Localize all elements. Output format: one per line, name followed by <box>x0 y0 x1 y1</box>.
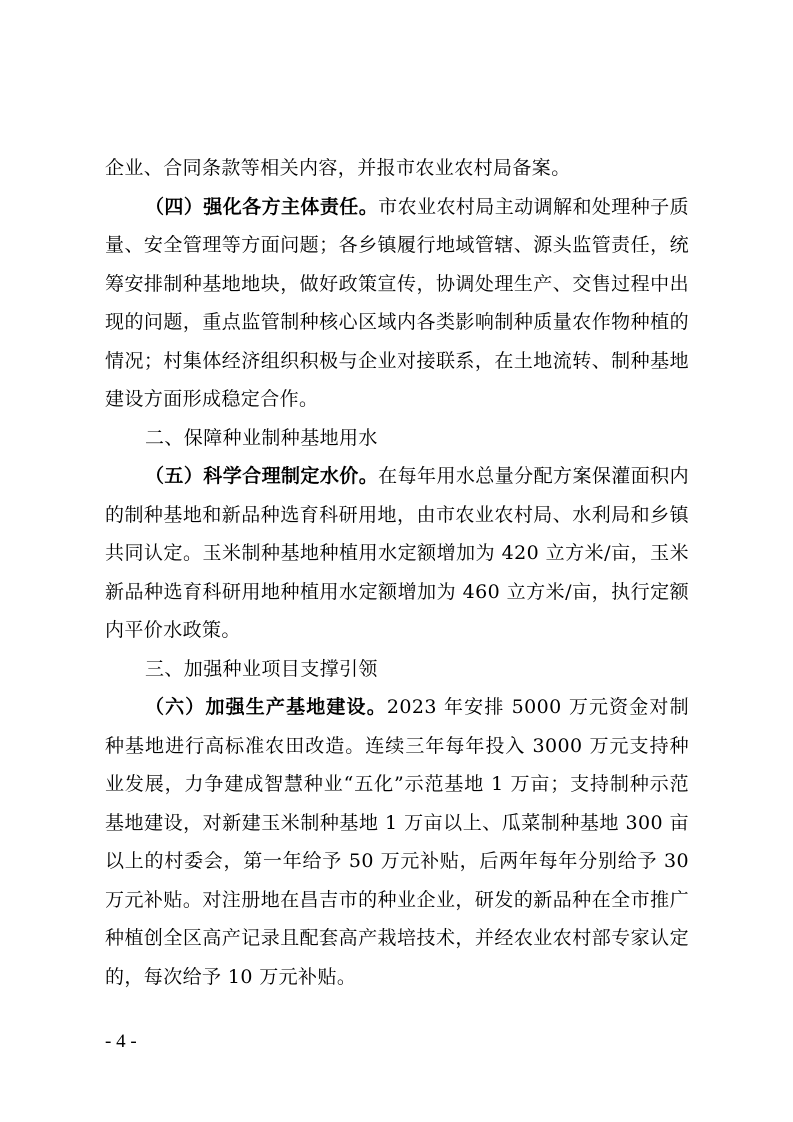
paragraph-text: 2023 年安排 5000 万元资金对制种基地进行高标准农田改造。连续三年每年投入 3000 万元支持种业发展，力争建成智慧种业“五化”示范基地 1 万亩；支持制种示范基地建设，对新建玉米制种基地 1 万亩以上、瓜菜制种基地 300 亩以上的村委会，第一年给予 50 万元补贴，后两年每年分别给予 30 万元补贴。对注册地在昌吉市的种业企业，研发的新品种在全市推广种植创全区高产记录且配套高产栽培技术，并经农业农村部专家认定的，每次给予 10 万元补贴。 <box>105 696 689 988</box>
paragraph-responsibility <box>105 188 689 419</box>
paragraph-lead: （四）强化各方主体责任。 <box>145 195 379 218</box>
paragraph-water-price <box>105 457 689 650</box>
paragraph-continuation <box>105 149 689 188</box>
paragraph-production-base <box>105 688 689 996</box>
page-number: - 4 - <box>105 1031 137 1052</box>
section-heading-water: 二、保障种业制种基地用水 <box>145 426 378 449</box>
document-body <box>105 149 689 996</box>
paragraph-text: 在每年用水总量分配方案保灌面积内的制种基地和新品种选育科研用地，由市农业农村局、水利局和乡镇共同认定。玉米制种基地种植用水定额增加为 420 立方米/亩，玉米新品种选育科研用地种植用水定额增加为 460 立方米/亩，执行定额内平价水政策。 <box>105 465 689 641</box>
paragraph-text: 企业、合同条款等相关内容，并报市农业农村局备案。 <box>105 157 571 179</box>
paragraph-text: 市农业农村局主动调解和处理种子质量、安全管理等方面问题；各乡镇履行地域管辖、源头监管责任，统筹安排制种基地地块，做好政策宣传，协调处理生产、交售过程中出现的问题，重点监管制种核心区域内各类影响制种质量农作物种植的情况；村集体经济组织积极与企业对接联系，在土地流转、制种基地建设方面形成稳定合作。 <box>105 195 689 410</box>
paragraph-lead: （五）科学合理制定水价。 <box>145 465 379 487</box>
paragraph-lead: （六）加强生产基地建设。 <box>145 696 387 718</box>
section-heading-projects: 三、加强种业项目支撑引领 <box>145 657 378 680</box>
